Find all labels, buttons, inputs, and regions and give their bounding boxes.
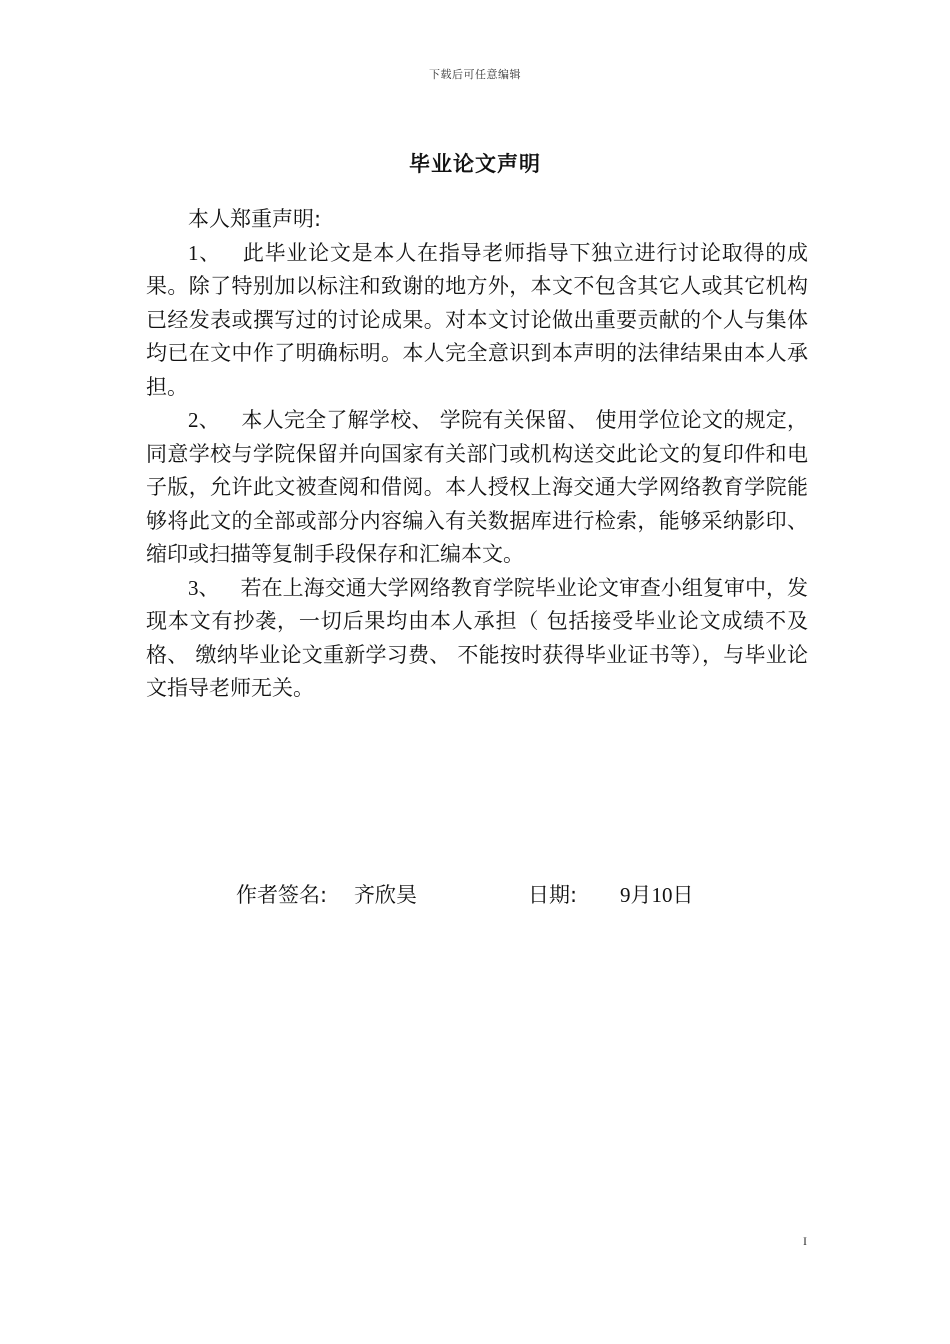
item-text: 若在上海交通大学网络教育学院毕业论文审查小组复审中，发现本文有抄袭，一切后果均由本人承担（ 包括接受毕业论文成绩不及格、 缴纳毕业论文重新学习费、 不能按时获得毕业证书等），与毕业论文指导老师无关。: [146, 575, 809, 700]
page-number: I: [803, 1234, 807, 1248]
header-note: 下载后可任意编辑: [429, 68, 521, 81]
declaration-item-1: [146, 237, 808, 405]
signature-row: [0, 877, 950, 913]
item-text: 本人完全了解学校、 学院有关保留、 使用学位论文的规定，同意学校与学院保留并向国家有关部门或机构送交此论文的复印件和电子版，允许此文被查阅和借阅。本人授权上海交通大学网络教育学院能够将此文的全部或部分内容编入有关数据库进行检索，能够采纳影印、 缩印或扫描等复制手段保存和汇编本文。: [146, 408, 808, 566]
item-number: 1、: [188, 240, 222, 265]
item-number: 2、: [188, 408, 221, 432]
declaration-item-2: [146, 404, 808, 572]
declaration-body: [146, 203, 808, 706]
author-name: 齐欣昊: [354, 883, 417, 907]
item-text: 此毕业论文是本人在指导老师指导下独立进行讨论取得的成果。除了特别加以标注和致谢的地方外，本文不包含其它人或其它机构已经发表或撰写过的讨论成果。对本文讨论做出重要贡献的个人与集体均已在文中作了明确标明。本人完全意识到本声明的法律结果由本人承担。: [146, 240, 809, 399]
signature-label: 作者签名:: [236, 883, 328, 907]
intro-line: 本人郑重声明:: [188, 207, 322, 231]
page-title: 毕业论文声明: [409, 152, 541, 176]
declaration-item-3: [146, 572, 808, 706]
date-label: 日期:: [528, 883, 578, 907]
item-number: 3、: [188, 575, 220, 600]
date-value: 9月10日: [620, 883, 694, 907]
